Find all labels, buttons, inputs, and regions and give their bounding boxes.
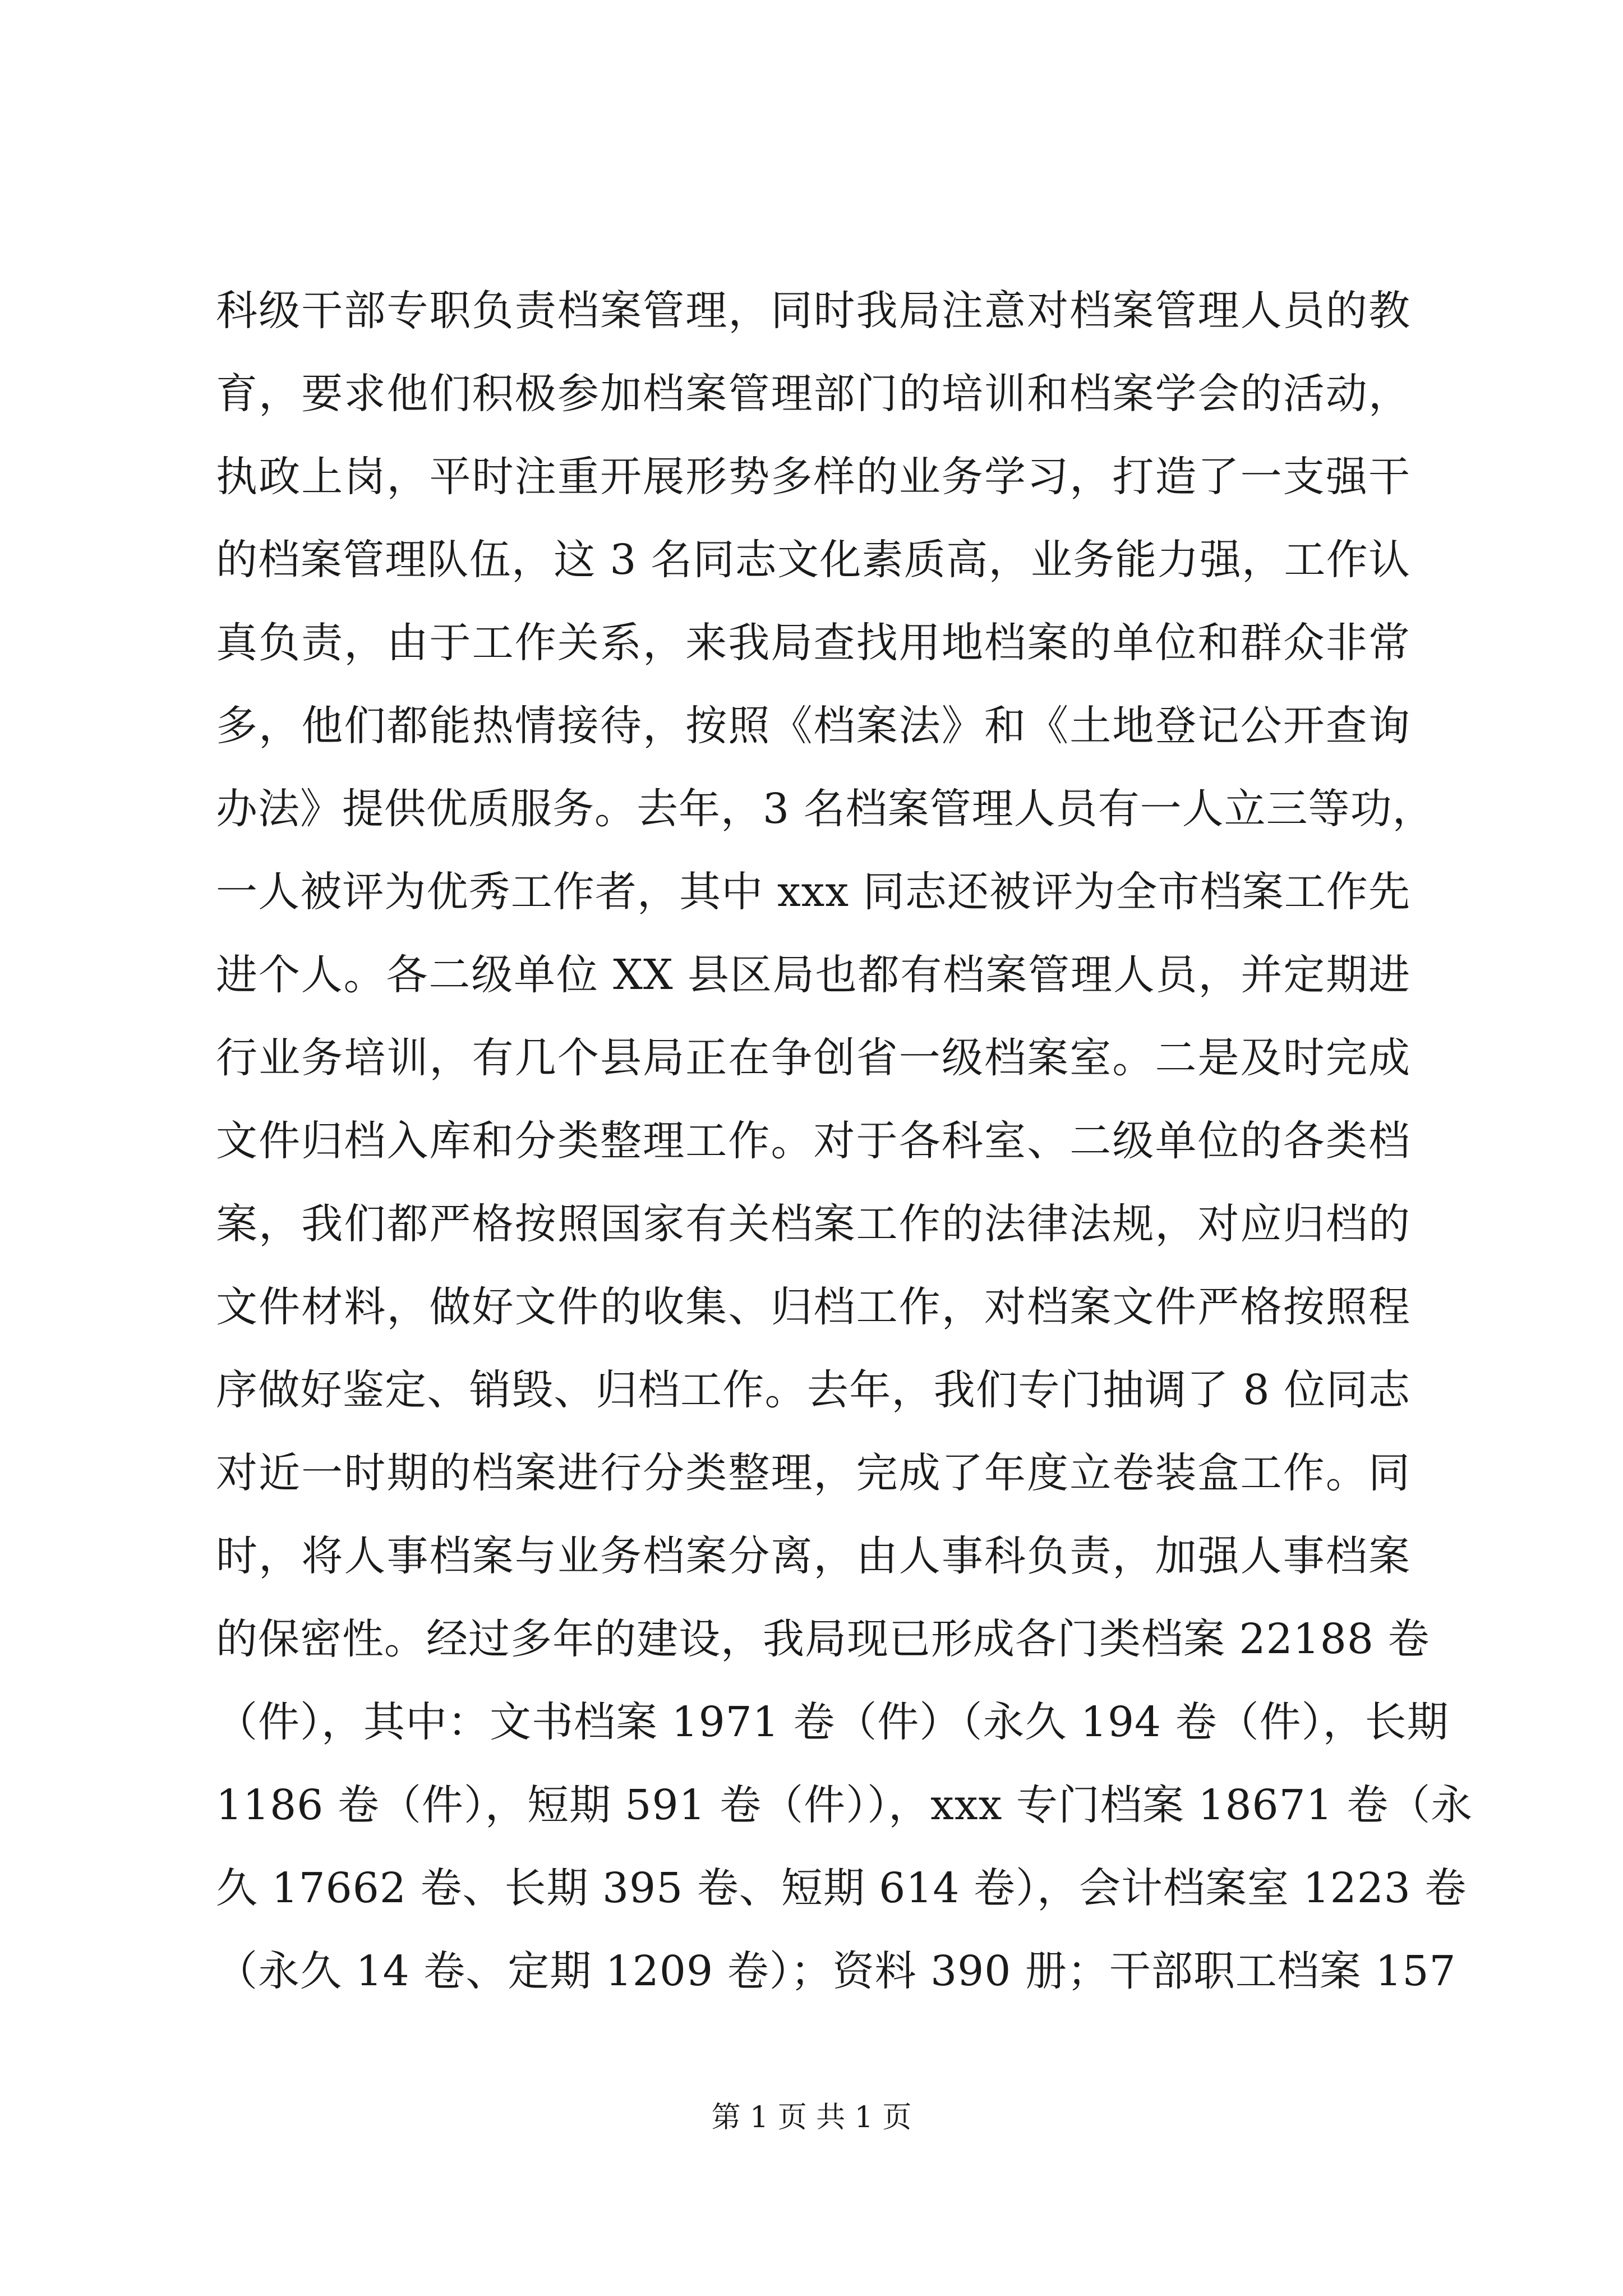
body-line: 真负责，由于工作关系，来我局查找用地档案的单位和群众非常 [216,619,1410,667]
body-line: 办法》提供优质服务。去年，3 名档案管理人员有一人立三等功， [216,785,1435,833]
body-line: 的档案管理队伍，这 3 名同志文化素质高，业务能力强，工作认 [216,536,1410,584]
body-line: 1186 卷（件），短期 591 卷（件）），xxx 专门档案 18671 卷（永 [216,1781,1473,1829]
body-text [216,269,1473,2013]
body-line: 序做好鉴定、销毁、归档工作。去年，我们专门抽调了 8 位同志 [216,1366,1410,1414]
body-line: 案，我们都严格按照国家有关档案工作的法律法规，对应归档的 [216,1200,1410,1248]
body-line: （永久 14 卷、定期 1209 卷）；资料 390 册；干部职工档案 157 [216,1947,1456,1995]
body-line: （件），其中：文书档案 1971 卷（件）（永久 194 卷（件），长期 [216,1698,1449,1746]
body-line: 科级干部专职负责档案管理，同时我局注意对档案管理人员的教 [216,287,1410,335]
body-line: 育，要求他们积极参加档案管理部门的培训和档案学会的活动， [216,370,1410,418]
body-line: 文件归档入库和分类整理工作。对于各科室、二级单位的各类档 [216,1117,1410,1165]
body-line: 一人被评为优秀工作者，其中 xxx 同志还被评为全市档案工作先 [216,868,1410,916]
body-line: 久 17662 卷、长期 395 卷、短期 614 卷），会计档案室 1223 卷 [216,1864,1467,1912]
body-line: 的保密性。经过多年的建设，我局现已形成各门类档案 22188 卷 [216,1615,1430,1663]
body-line: 文件材料，做好文件的收集、归档工作，对档案文件严格按照程 [216,1283,1410,1331]
body-line: 进个人。各二级单位 XX 县区局也都有档案管理人员，并定期进 [216,951,1410,999]
body-line: 行业务培训，有几个县局正在争创省一级档案室。二是及时完成 [216,1034,1410,1082]
page-footer: 第 1 页 共 1 页 [711,2101,912,2134]
body-line: 时，将人事档案与业务档案分离，由人事科负责，加强人事档案 [216,1532,1410,1580]
body-line: 执政上岗，平时注重开展形势多样的业务学习，打造了一支强干 [216,453,1410,501]
body-line: 对近一时期的档案进行分类整理，完成了年度立卷装盒工作。同 [216,1449,1410,1497]
body-line: 多，他们都能热情接待，按照《档案法》和《土地登记公开查询 [216,702,1410,750]
